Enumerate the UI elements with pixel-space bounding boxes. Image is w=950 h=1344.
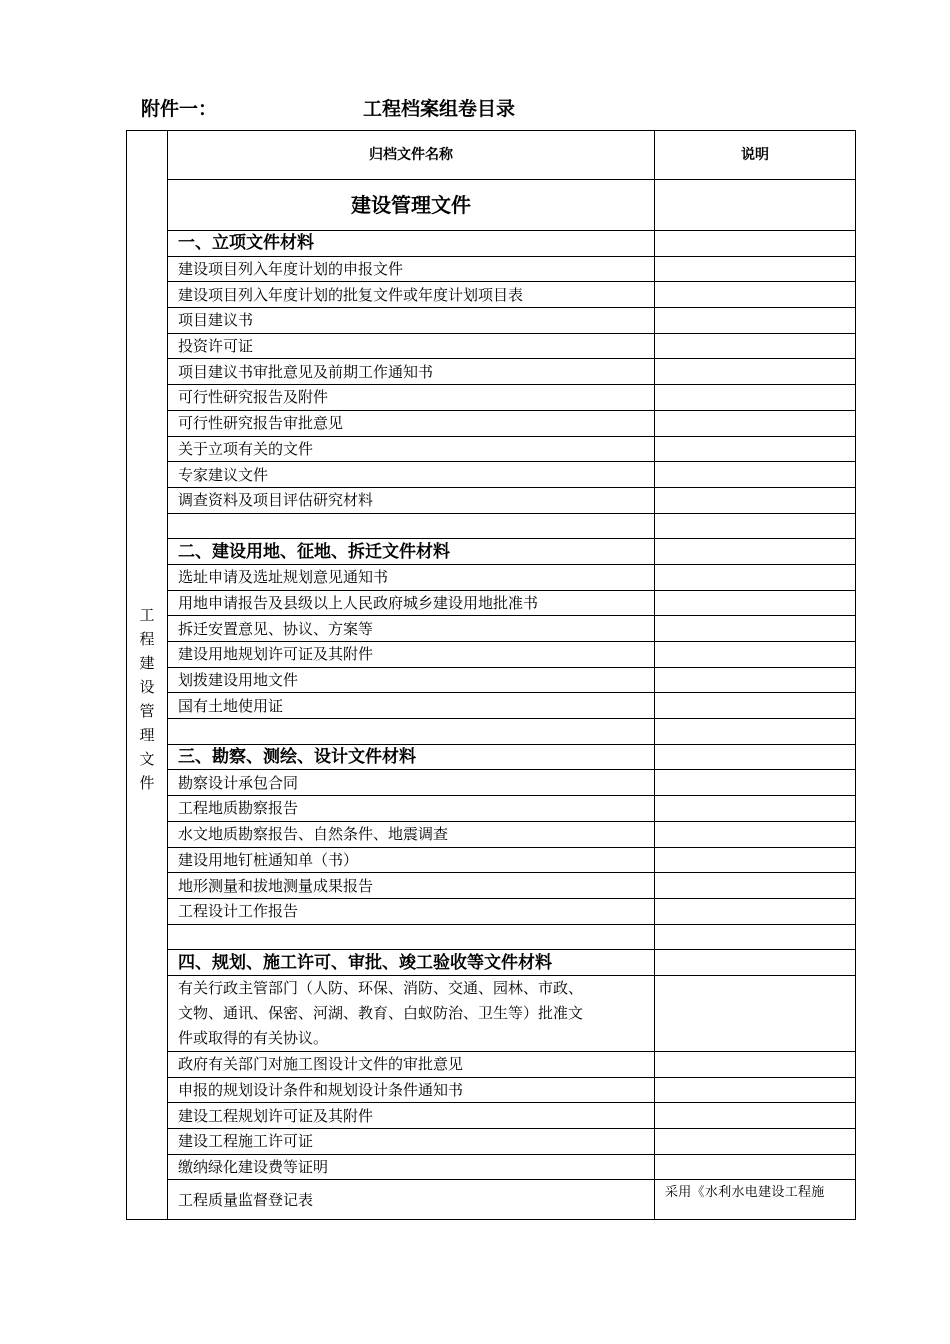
document-name-line: 文物、通讯、保密、河湖、教育、白蚁防治、卫生等）批准文 <box>178 1003 584 1022</box>
page-heading <box>141 94 841 122</box>
side-label-char: 文 <box>139 750 155 769</box>
note-cell <box>655 282 856 308</box>
note-cell <box>655 231 856 257</box>
document-name: 用地申请报告及县级以上人民政府城乡建设用地批准书 <box>168 590 655 616</box>
document-name-line: 件或取得的有关协议。 <box>178 1028 329 1047</box>
note-cell <box>655 590 856 616</box>
table-row <box>127 410 856 436</box>
table-row <box>127 847 856 873</box>
note-cell <box>655 1077 856 1103</box>
document-name: 工程设计工作报告 <box>168 898 655 924</box>
note-cell <box>655 821 856 847</box>
document-name: 申报的规划设计条件和规划设计条件通知书 <box>168 1077 655 1103</box>
note-text: 采用《水利水电建设工程施 <box>655 1180 856 1220</box>
document-name-line: 有关行政主管部门（人防、环保、消防、交通、园林、市政、 <box>178 978 584 997</box>
note-cell <box>655 616 856 642</box>
table-row <box>127 256 856 282</box>
note-cell <box>655 975 856 1051</box>
document-name: 国有土地使用证 <box>168 693 655 719</box>
document-name: 项目建议书 <box>168 308 655 334</box>
document-name: 专家建议文件 <box>168 462 655 488</box>
blank-cell <box>168 513 655 539</box>
note-cell <box>655 513 856 539</box>
side-label-char: 理 <box>139 726 155 745</box>
document-name: 建设用地规划许可证及其附件 <box>168 642 655 668</box>
col-header-note: 说明 <box>655 131 856 180</box>
note-cell <box>655 796 856 822</box>
attachment-label: 附件一： <box>141 98 218 120</box>
table-row <box>127 462 856 488</box>
table-row <box>127 487 856 513</box>
side-label-char: 工 <box>139 606 155 625</box>
document-name: 可行性研究报告及附件 <box>168 385 655 411</box>
note-cell <box>655 898 856 924</box>
side-label-char: 建 <box>139 654 155 673</box>
group-heading: 三、勘察、测绘、设计文件材料 <box>168 744 655 770</box>
note-cell <box>655 385 856 411</box>
note-cell <box>655 410 856 436</box>
table-row <box>127 873 856 899</box>
table-row <box>127 975 856 1051</box>
note-cell <box>655 770 856 796</box>
section-title: 建设管理文件 <box>168 180 655 231</box>
group-heading-row <box>127 950 856 976</box>
table-row <box>127 590 856 616</box>
document-name: 建设项目列入年度计划的批复文件或年度计划项目表 <box>168 282 655 308</box>
group-heading: 二、建设用地、征地、拆迁文件材料 <box>168 539 655 565</box>
table-row <box>127 1051 856 1077</box>
table-row <box>127 1077 856 1103</box>
catalog-table-body <box>127 131 856 1220</box>
blank-cell <box>168 719 655 745</box>
archive-catalog-table <box>126 130 856 1220</box>
note-cell <box>655 1154 856 1180</box>
table-row <box>127 898 856 924</box>
note-cell <box>655 462 856 488</box>
note-cell <box>655 564 856 590</box>
group-heading-row <box>127 539 856 565</box>
document-name: 拆迁安置意见、协议、方案等 <box>168 616 655 642</box>
table-row <box>127 436 856 462</box>
document-name: 缴纳绿化建设费等证明 <box>168 1154 655 1180</box>
note-cell <box>655 1129 856 1155</box>
note-cell <box>655 1103 856 1129</box>
note-cell <box>655 693 856 719</box>
note-cell <box>655 719 856 745</box>
document-name <box>168 975 655 1051</box>
note-cell <box>655 256 856 282</box>
note-cell <box>655 950 856 976</box>
table-row <box>127 333 856 359</box>
table-row <box>127 821 856 847</box>
note-cell <box>655 359 856 385</box>
note-cell <box>655 847 856 873</box>
table-row <box>127 796 856 822</box>
table-row <box>127 564 856 590</box>
note-cell <box>655 539 856 565</box>
document-name: 勘察设计承包合同 <box>168 770 655 796</box>
document-name: 地形测量和拔地测量成果报告 <box>168 873 655 899</box>
note-cell <box>655 642 856 668</box>
document-name: 建设工程规划许可证及其附件 <box>168 1103 655 1129</box>
group-heading: 一、立项文件材料 <box>168 231 655 257</box>
document-name: 关于立项有关的文件 <box>168 436 655 462</box>
table-row <box>127 282 856 308</box>
document-name: 选址申请及选址规划意见通知书 <box>168 564 655 590</box>
blank-row <box>127 924 856 950</box>
side-label-char: 管 <box>139 702 155 721</box>
blank-cell <box>168 924 655 950</box>
document-name: 调查资料及项目评估研究材料 <box>168 487 655 513</box>
page-title: 工程档案组卷目录 <box>363 98 516 120</box>
table-row <box>127 667 856 693</box>
document-name: 建设项目列入年度计划的申报文件 <box>168 256 655 282</box>
table-row <box>127 1103 856 1129</box>
side-label-char: 件 <box>139 774 155 793</box>
table-row <box>127 359 856 385</box>
group-heading: 四、规划、施工许可、审批、竣工验收等文件材料 <box>168 950 655 976</box>
table-row <box>127 770 856 796</box>
document-name: 水文地质勘察报告、自然条件、地震调查 <box>168 821 655 847</box>
group-heading-row <box>127 744 856 770</box>
table-row <box>127 1129 856 1155</box>
document-name: 工程质量监督登记表 <box>168 1180 655 1220</box>
note-cell <box>655 667 856 693</box>
document-name: 建设工程施工许可证 <box>168 1129 655 1155</box>
blank-row <box>127 719 856 745</box>
section-title-row <box>127 180 856 231</box>
side-category-label <box>127 180 168 1220</box>
table-header-row <box>127 131 856 180</box>
note-cell <box>655 308 856 334</box>
note-cell <box>655 180 856 231</box>
document-name: 可行性研究报告审批意见 <box>168 410 655 436</box>
table-row <box>127 1180 856 1220</box>
side-header-cell <box>127 131 168 180</box>
document-name: 政府有关部门对施工图设计文件的审批意见 <box>168 1051 655 1077</box>
document-name: 工程地质勘察报告 <box>168 796 655 822</box>
col-header-name: 归档文件名称 <box>168 131 655 180</box>
note-cell <box>655 1051 856 1077</box>
table-row <box>127 1154 856 1180</box>
document-name: 项目建议书审批意见及前期工作通知书 <box>168 359 655 385</box>
note-cell <box>655 873 856 899</box>
blank-row <box>127 513 856 539</box>
note-cell <box>655 487 856 513</box>
note-cell <box>655 333 856 359</box>
note-cell <box>655 436 856 462</box>
table-row <box>127 308 856 334</box>
document-name: 划拨建设用地文件 <box>168 667 655 693</box>
side-label-char: 设 <box>139 678 155 697</box>
side-label-char: 程 <box>139 630 155 649</box>
table-row <box>127 385 856 411</box>
table-row <box>127 693 856 719</box>
document-name: 建设用地钉桩通知单（书） <box>168 847 655 873</box>
document-name: 投资许可证 <box>168 333 655 359</box>
table-row <box>127 642 856 668</box>
group-heading-row <box>127 231 856 257</box>
note-cell <box>655 744 856 770</box>
note-cell <box>655 924 856 950</box>
table-row <box>127 616 856 642</box>
